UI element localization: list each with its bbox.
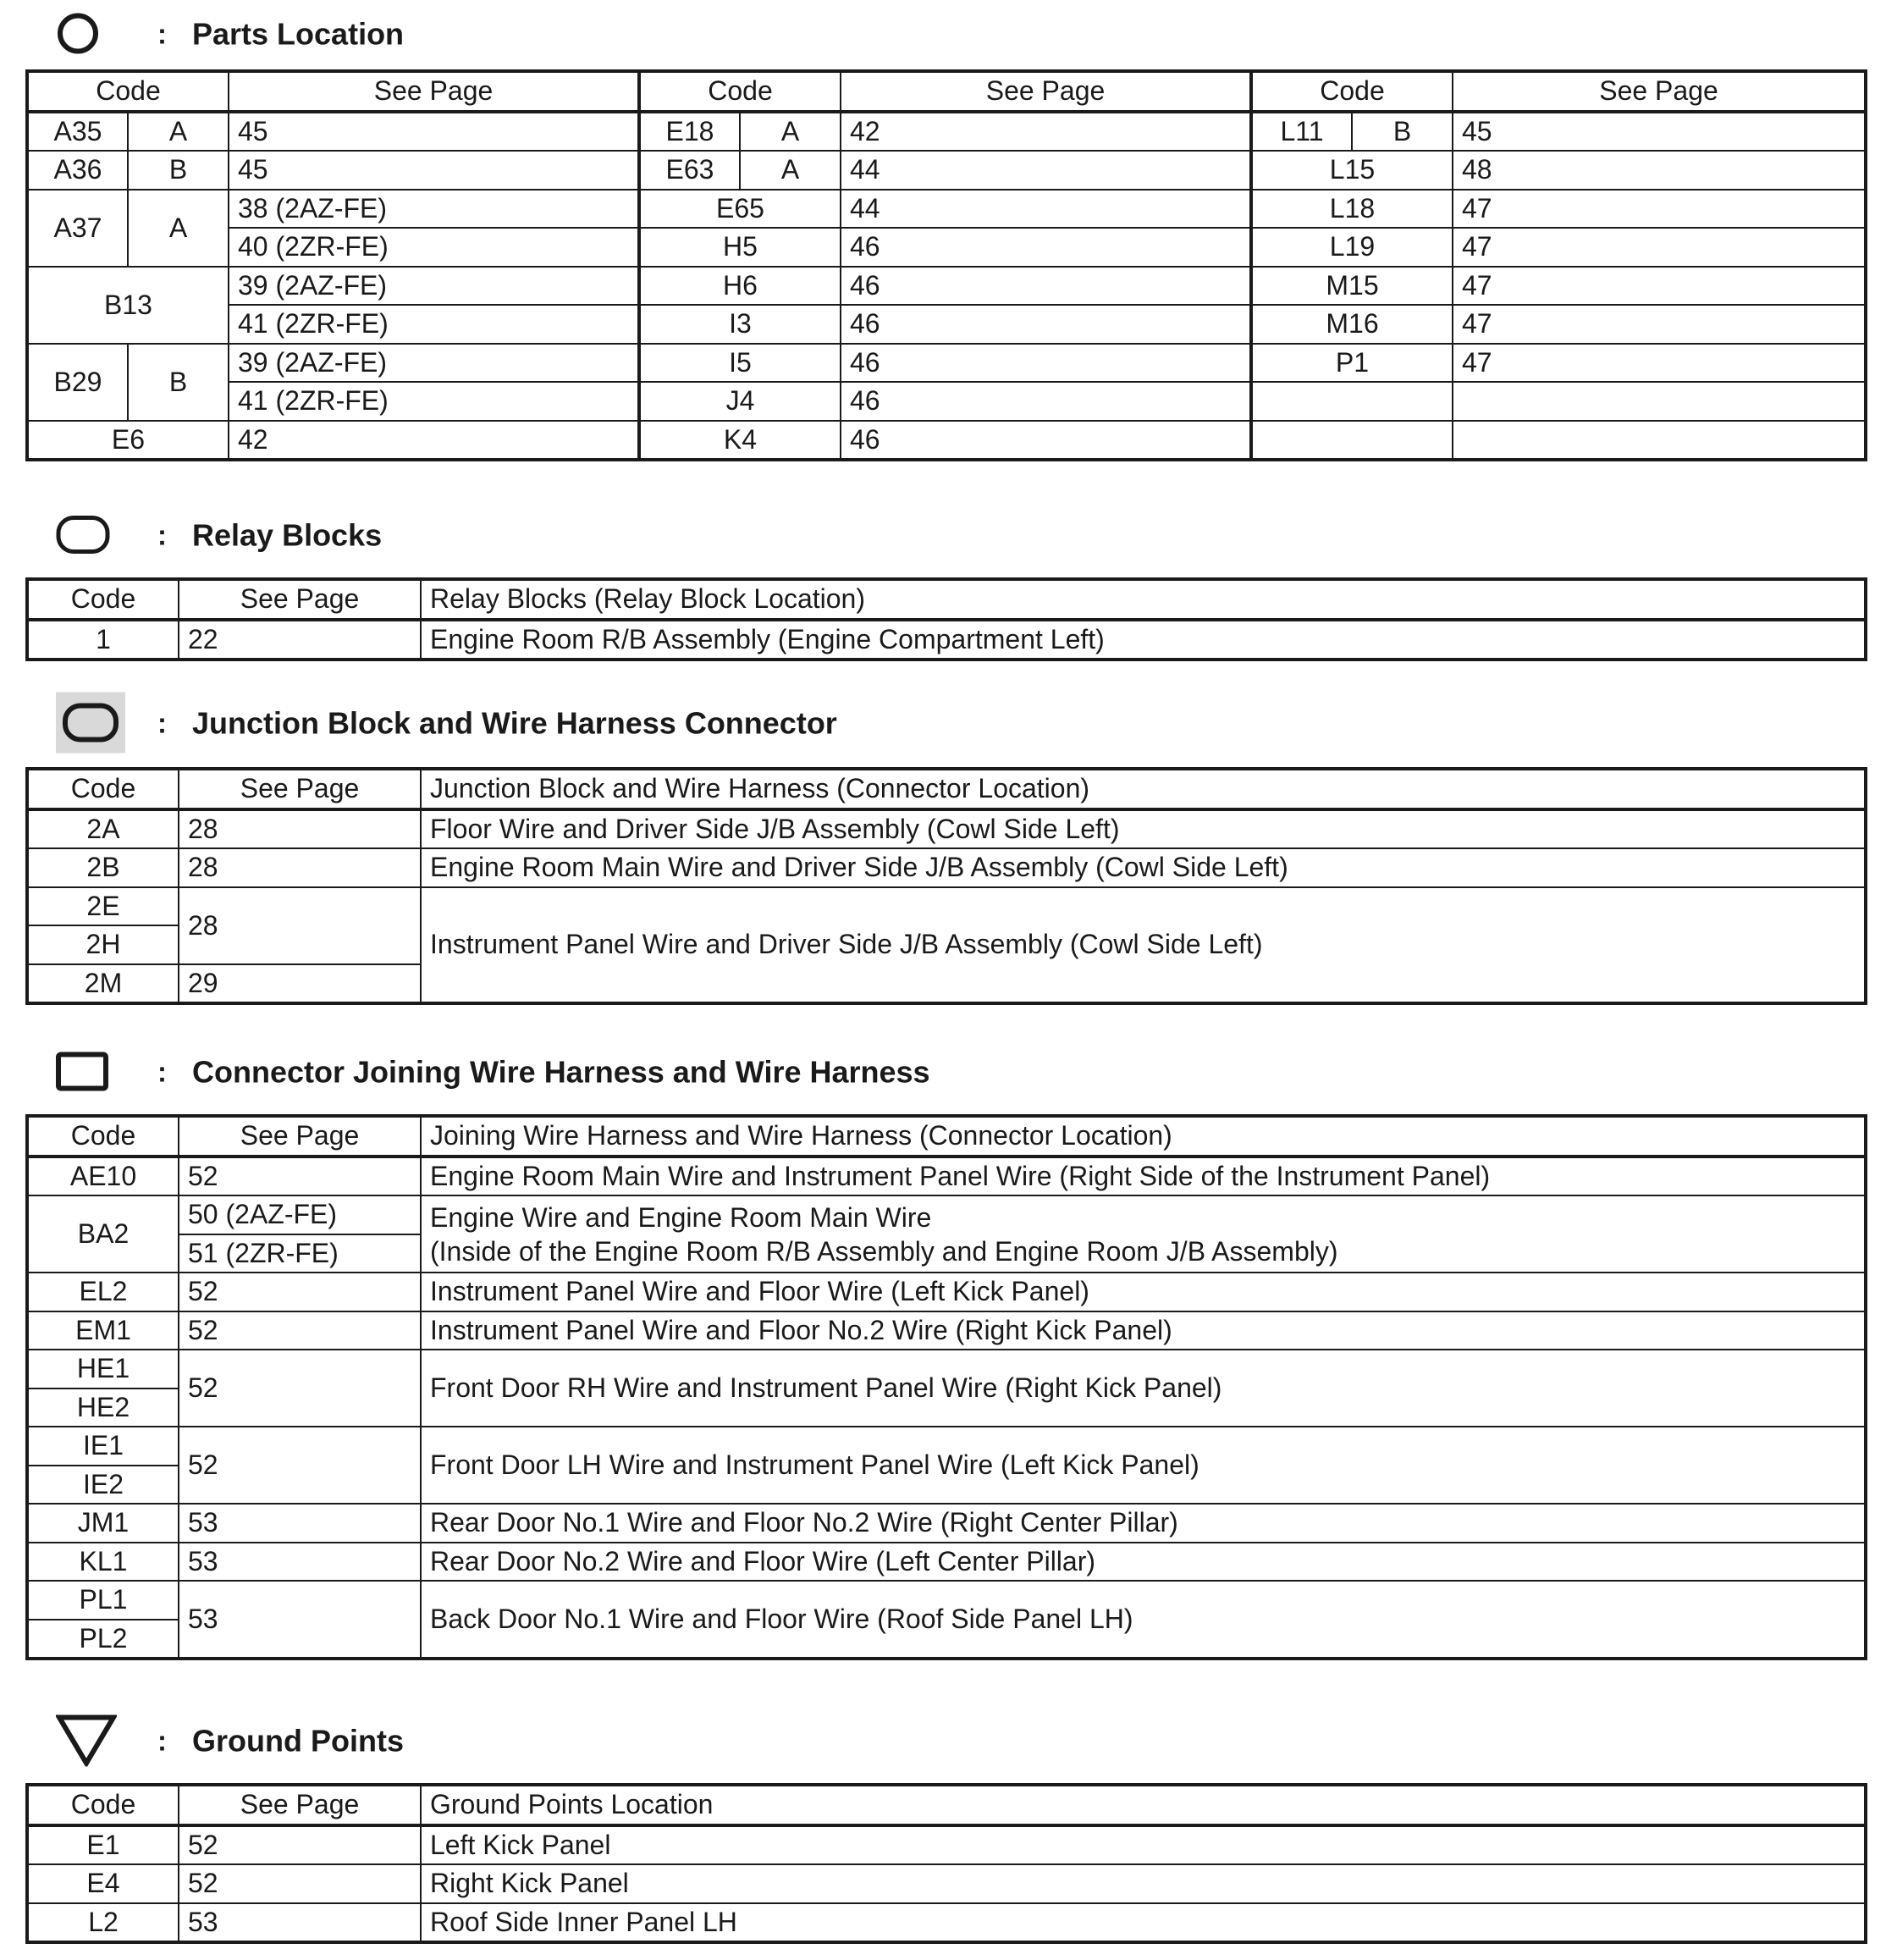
page-cell: 46 — [841, 344, 1251, 383]
code-cell: M15 — [1251, 267, 1453, 306]
column-header: Code — [27, 769, 179, 809]
desc-cell: Front Door LH Wire and Instrument Panel Wire (Left Kick Panel) — [421, 1427, 1866, 1504]
page-cell: 39 (2AZ-FE) — [229, 344, 639, 383]
page-cell: 47 — [1453, 344, 1866, 383]
code-cell: L15 — [1251, 151, 1453, 190]
code-cell: E65 — [639, 190, 841, 229]
junction-block-heading — [0, 693, 1886, 757]
circle-symbol-icon — [56, 12, 100, 60]
code-cell: BA2 — [27, 1195, 179, 1273]
table-row — [27, 1195, 1866, 1234]
column-header: Code — [27, 1116, 179, 1157]
empty-cell — [1453, 382, 1866, 421]
table-row — [27, 421, 1866, 461]
code-cell: 2A — [27, 809, 179, 849]
page-cell: 42 — [841, 112, 1251, 152]
desc-cell: Instrument Panel Wire and Floor No.2 Wire (Right Kick Panel) — [421, 1311, 1866, 1350]
code-cell: E18 — [639, 112, 740, 152]
sub-code-cell: B — [128, 151, 229, 190]
column-header: See Page — [179, 1785, 421, 1825]
table-row — [27, 1864, 1866, 1903]
desc-cell: Rear Door No.2 Wire and Floor Wire (Left Center Pillar) — [421, 1543, 1866, 1582]
code-cell: 2H — [27, 925, 179, 964]
column-header: See Page — [841, 71, 1251, 112]
page-cell: 47 — [1453, 190, 1866, 229]
column-header: Junction Block and Wire Harness (Connector Location) — [421, 769, 1866, 809]
table-row — [27, 1903, 1866, 1943]
page-cell: 48 — [1453, 151, 1866, 190]
table-row — [27, 1543, 1866, 1582]
page-cell: 53 — [179, 1581, 421, 1659]
page-cell: 28 — [179, 887, 421, 964]
table-row — [27, 344, 1866, 383]
column-header: Code — [27, 579, 179, 620]
triangle-symbol-icon — [56, 1714, 117, 1771]
connector-joining-table — [25, 1114, 1867, 1660]
column-header: Code — [27, 1785, 179, 1825]
section-title: Connector Joining Wire Harness and Wire Harness — [192, 1054, 930, 1090]
desc-cell: Instrument Panel Wire and Driver Side J/B Assembly (Cowl Side Left) — [421, 887, 1866, 1004]
page-cell: 40 (2ZR-FE) — [229, 228, 639, 267]
code-cell: K4 — [639, 421, 841, 461]
connector-joining-heading — [0, 1041, 1886, 1106]
column-header: See Page — [179, 1116, 421, 1157]
desc-cell: Engine Room Main Wire and Instrument Panel Wire (Right Side of the Instrument Panel) — [421, 1157, 1866, 1196]
page-cell: 28 — [179, 809, 421, 849]
code-cell: IE2 — [27, 1466, 179, 1505]
page-cell: 46 — [841, 382, 1251, 421]
page-cell: 38 (2AZ-FE) — [229, 190, 639, 229]
table-row — [27, 382, 1866, 421]
page-cell: 53 — [179, 1504, 421, 1543]
column-header: Code — [1251, 71, 1453, 112]
table-row — [27, 112, 1866, 152]
relay-blocks-table — [25, 577, 1867, 661]
empty-cell — [1251, 382, 1453, 421]
page-cell: 45 — [229, 151, 639, 190]
column-header: See Page — [179, 579, 421, 620]
page-cell: 29 — [179, 964, 421, 1004]
code-cell: L18 — [1251, 190, 1453, 229]
desc-cell: Engine Room Main Wire and Driver Side J/B Assembly (Cowl Side Left) — [421, 848, 1866, 887]
page-cell: 46 — [841, 267, 1251, 306]
page-cell: 46 — [841, 305, 1251, 344]
shaded-rounded-rect-symbol-icon — [56, 693, 125, 758]
column-header: Ground Points Location — [421, 1785, 1866, 1825]
code-cell: I5 — [639, 344, 841, 383]
section-title: Ground Points — [192, 1723, 404, 1758]
page-cell: 52 — [179, 1864, 421, 1903]
code-cell: J4 — [639, 382, 841, 421]
relay-blocks-heading — [0, 505, 1886, 569]
desc-cell: Roof Side Inner Panel LH — [421, 1903, 1866, 1943]
sub-code-cell: A — [740, 112, 841, 152]
parts-location-heading — [0, 3, 1886, 68]
page-cell: 52 — [179, 1350, 421, 1427]
table-row — [27, 1825, 1866, 1865]
desc-cell — [421, 1195, 1866, 1273]
table-row — [27, 1157, 1866, 1196]
table-row — [27, 809, 1866, 849]
table-row — [27, 620, 1866, 660]
ground-points-heading — [0, 1710, 1886, 1775]
page-cell: 39 (2AZ-FE) — [229, 267, 639, 306]
page-cell: 47 — [1453, 267, 1866, 306]
code-cell: HE2 — [27, 1389, 179, 1427]
desc-line: Engine Wire and Engine Room Main Wire — [430, 1201, 932, 1233]
page-cell: 42 — [229, 421, 639, 461]
column-header: See Page — [1453, 71, 1866, 112]
desc-cell: Rear Door No.1 Wire and Floor No.2 Wire (Right Center Pillar) — [421, 1504, 1866, 1543]
page-cell: 41 (2ZR-FE) — [229, 382, 639, 421]
code-cell: L2 — [27, 1903, 179, 1943]
table-row — [27, 228, 1866, 267]
section-title: Junction Block and Wire Harness Connector — [192, 705, 837, 741]
page-cell: 44 — [841, 151, 1251, 190]
code-cell: AE10 — [27, 1157, 179, 1196]
sub-code-cell: B — [128, 344, 229, 421]
table-row — [27, 848, 1866, 887]
column-header: See Page — [229, 71, 639, 112]
page-cell: 45 — [229, 112, 639, 152]
colon: : — [157, 1056, 167, 1088]
sub-code-cell: A — [128, 112, 229, 152]
page-cell: 46 — [841, 228, 1251, 267]
code-cell: IE1 — [27, 1427, 179, 1466]
code-cell: L19 — [1251, 228, 1453, 267]
junction-block-table — [25, 767, 1867, 1005]
code-cell: EM1 — [27, 1311, 179, 1350]
code-cell: B29 — [27, 344, 128, 421]
rounded-rect-symbol-icon — [56, 516, 110, 559]
code-cell: A35 — [27, 112, 128, 152]
code-cell: L11 — [1251, 112, 1352, 152]
empty-cell — [1453, 421, 1866, 461]
page-cell: 52 — [179, 1311, 421, 1350]
page-cell: 53 — [179, 1543, 421, 1582]
desc-cell: Left Kick Panel — [421, 1825, 1866, 1865]
code-cell: E1 — [27, 1825, 179, 1865]
parts-location-table — [25, 69, 1867, 461]
table-row — [27, 1311, 1866, 1350]
desc-cell: Back Door No.1 Wire and Floor Wire (Roof Side Panel LH) — [421, 1581, 1866, 1659]
code-cell: EL2 — [27, 1273, 179, 1311]
page-cell: 47 — [1453, 228, 1866, 267]
ground-points-table — [25, 1783, 1867, 1944]
section-title: Relay Blocks — [192, 517, 383, 553]
code-cell: H5 — [639, 228, 841, 267]
code-cell: H6 — [639, 267, 841, 306]
table-row — [27, 305, 1866, 344]
colon: : — [157, 707, 167, 739]
colon: : — [157, 18, 167, 50]
page-cell: 44 — [841, 190, 1251, 229]
code-cell: M16 — [1251, 305, 1453, 344]
section-title: Parts Location — [192, 16, 405, 52]
code-cell: E6 — [27, 421, 229, 461]
code-cell: I3 — [639, 305, 841, 344]
table-row — [27, 1581, 1866, 1620]
page-cell: 22 — [179, 620, 421, 660]
desc-line: (Inside of the Engine Room R/B Assembly and Engine Room J/B Assembly) — [430, 1235, 1338, 1267]
code-cell: A36 — [27, 151, 128, 190]
column-header: Code — [27, 71, 229, 112]
page-cell: 52 — [179, 1427, 421, 1504]
page-cell: 52 — [179, 1273, 421, 1311]
code-cell: P1 — [1251, 344, 1453, 383]
desc-cell: Floor Wire and Driver Side J/B Assembly (Cowl Side Left) — [421, 809, 1866, 849]
code-cell: 1 — [27, 620, 179, 660]
code-cell: 2E — [27, 887, 179, 926]
sub-code-cell: A — [128, 190, 229, 267]
page-cell: 28 — [179, 848, 421, 887]
empty-cell — [1251, 421, 1453, 461]
table-row — [27, 190, 1866, 229]
page-cell: 45 — [1453, 112, 1866, 152]
column-header: Relay Blocks (Relay Block Location) — [421, 579, 1866, 620]
table-row — [27, 151, 1866, 190]
desc-cell: Front Door RH Wire and Instrument Panel Wire (Right Kick Panel) — [421, 1350, 1866, 1427]
column-header: See Page — [179, 769, 421, 809]
page-cell: 51 (2ZR-FE) — [179, 1234, 421, 1273]
code-cell: B13 — [27, 267, 229, 344]
desc-cell: Right Kick Panel — [421, 1864, 1866, 1903]
sub-code-cell: A — [740, 151, 841, 190]
colon: : — [157, 519, 167, 551]
column-header: Code — [639, 71, 841, 112]
code-cell: PL1 — [27, 1581, 179, 1620]
table-row — [27, 1427, 1866, 1466]
rectangle-symbol-icon — [56, 1052, 108, 1096]
page-cell: 53 — [179, 1903, 421, 1943]
code-cell: JM1 — [27, 1504, 179, 1543]
colon: : — [157, 1725, 167, 1757]
column-header: Joining Wire Harness and Wire Harness (Connector Location) — [421, 1116, 1866, 1157]
table-row — [27, 887, 1866, 926]
page-cell: 52 — [179, 1825, 421, 1865]
code-cell: 2B — [27, 848, 179, 887]
table-row — [27, 1504, 1866, 1543]
code-cell: PL2 — [27, 1620, 179, 1659]
code-cell: A37 — [27, 190, 128, 267]
table-row — [27, 1273, 1866, 1311]
sub-code-cell: B — [1352, 112, 1453, 152]
page-cell: 52 — [179, 1157, 421, 1196]
desc-cell: Engine Room R/B Assembly (Engine Compartment Left) — [421, 620, 1866, 660]
page-cell: 41 (2ZR-FE) — [229, 305, 639, 344]
code-cell: E4 — [27, 1864, 179, 1903]
page-cell: 50 (2AZ-FE) — [179, 1195, 421, 1234]
code-cell: KL1 — [27, 1543, 179, 1582]
code-cell: 2M — [27, 964, 179, 1004]
page-cell: 46 — [841, 421, 1251, 461]
page-cell: 47 — [1453, 305, 1866, 344]
desc-cell: Instrument Panel Wire and Floor Wire (Left Kick Panel) — [421, 1273, 1866, 1311]
table-row — [27, 1350, 1866, 1389]
code-cell: E63 — [639, 151, 740, 190]
table-row — [27, 267, 1866, 306]
code-cell: HE1 — [27, 1350, 179, 1389]
